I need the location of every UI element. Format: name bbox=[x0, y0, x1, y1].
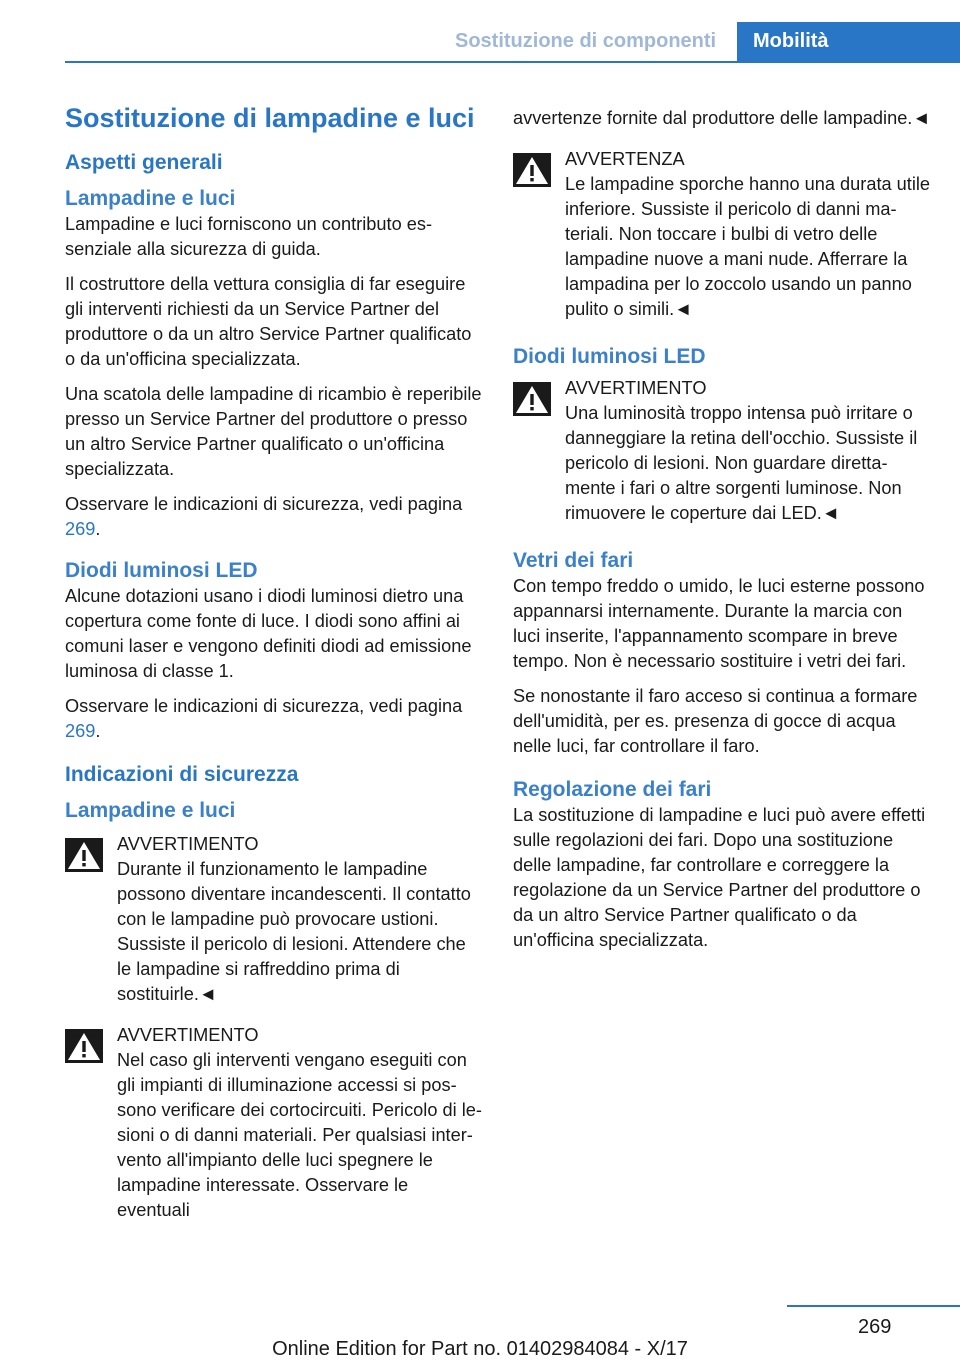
warning-block bbox=[65, 832, 483, 1007]
paragraph: Lampadine e luci forniscono un contributo essenziale alla sicurezza di guida. bbox=[65, 214, 433, 259]
footer-edition: Online Edition for Part no. 01402984084 - X/17 bbox=[272, 1338, 688, 1360]
paragraph: Con tempo freddo o umido, le luci esterne possono appannarsi internamente. Durante la marcia con luci inserite, l'appannamento scompare in breve tempo. Non è necessario sostituire i vetri dei fari. bbox=[513, 576, 925, 671]
warning-block bbox=[513, 147, 931, 322]
paragraph-text: Osservare le indicazioni di sicurezza, vedi pagina bbox=[65, 494, 463, 514]
footer-rule bbox=[787, 1305, 960, 1307]
header-chapter-tab[interactable]: Mobilità bbox=[737, 22, 960, 62]
warning-title: AVVERTIMENTO bbox=[565, 378, 707, 398]
warning-title: AVVERTIMENTO bbox=[117, 1025, 259, 1045]
warning-triangle-icon bbox=[513, 153, 551, 187]
warning-text: Una luminosità troppo intensa può irritare o danneggiare la retina dell'occhio. Sussiste il pericolo di lesioni. Non guardare direttamente i fari o altre sorgenti luminose. Non rimuovere le coperture dai LED.◄ bbox=[565, 403, 918, 523]
paragraph-end: . bbox=[95, 519, 101, 539]
heading-regolazione-fari: Regolazione dei fari bbox=[513, 778, 712, 801]
heading-aspetti-generali: Aspetti generali bbox=[65, 151, 223, 174]
warning-text: Le lampadine sporche hanno una durata utile inferiore. Sussiste il pericolo di danni materiali. Non toccare i bulbi di vetro delle lampadine nuove a mani nude. Afferrare la lampadina per lo zoccolo usando un panno pulito o simili.◄ bbox=[565, 174, 931, 319]
heading-lampadine-luci-2: Lampadine e luci bbox=[65, 799, 236, 822]
right-column bbox=[513, 102, 931, 963]
paragraph: Alcune dotazioni usano i diodi luminosi dietro una copertura come fonte di luce. I diodi sono affini ai comuni laser e vengono definiti diodi ad emissione luminosa di classe 1. bbox=[65, 586, 472, 681]
page-number: 269 bbox=[858, 1316, 892, 1338]
page-link[interactable]: 269 bbox=[65, 519, 96, 539]
warning-text: Nel caso gli interventi vengano eseguiti con gli impianti di illuminazione accessi si possono verificare dei cortocircuiti. Pericolo di lesioni o di danni materiali. Per qualsiasi intervento all'impianto delle luci spegnere le lampadine interessate. Osservare le eventuali bbox=[117, 1050, 482, 1220]
warning-triangle-icon bbox=[513, 382, 551, 416]
warning-block bbox=[65, 1023, 483, 1223]
heading-indicazioni-sicurezza: Indicazioni di sicurezza bbox=[65, 763, 299, 786]
warning-triangle-icon bbox=[65, 1029, 103, 1063]
warning-block bbox=[513, 376, 931, 526]
paragraph: Il costruttore della vettura consiglia di far eseguire gli interventi richiesti da un Service Partner del produttore o da un altro Service Partner qualificato o da un'officina specializzata. bbox=[65, 274, 472, 369]
paragraph bbox=[65, 694, 483, 744]
warning-text: Durante il funzionamento le lampadine possono diventare incandescenti. Il contatto con le lampadine può provocare ustioni. Sussiste il pericolo di lesioni. Attendere che le lampadine si raffreddino prima di sostituirle.◄ bbox=[117, 859, 471, 1004]
heading-diodi-led: Diodi luminosi LED bbox=[513, 345, 706, 368]
paragraph: La sostituzione di lampadine e luci può avere effetti sulle regolazioni dei fari. Dopo una sostituzione delle lampadine, far controllare e correggere la regolazione da un Service Partner del produttore o da un altro Service Partner qualificato o da un'officina specializzata. bbox=[513, 805, 926, 950]
heading-lampadine-luci: Lampadine e luci bbox=[65, 187, 236, 210]
paragraph: avvertenze fornite dal produttore delle lampadine.◄ bbox=[513, 108, 931, 128]
warning-title: AVVERTIMENTO bbox=[117, 834, 259, 854]
header-rule bbox=[65, 61, 960, 63]
left-column bbox=[65, 102, 483, 1233]
warning-triangle-icon bbox=[65, 838, 103, 872]
paragraph-text: Osservare le indicazioni di sicurezza, vedi pagina bbox=[65, 696, 463, 716]
paragraph: Una scatola delle lampadine di ricambio è reperibile presso un Service Partner del produttore o presso un altro Service Partner qualificato o un'officina specializzata. bbox=[65, 384, 482, 479]
paragraph-end: . bbox=[95, 721, 101, 741]
page-title: Sostituzione di lampadine e luci bbox=[65, 103, 475, 133]
header-section-title: Sostituzione di componenti bbox=[455, 30, 717, 52]
warning-title: AVVERTENZA bbox=[565, 149, 685, 169]
page-link[interactable]: 269 bbox=[65, 721, 96, 741]
paragraph bbox=[65, 492, 483, 542]
paragraph: Se nonostante il faro acceso si continua a formare dell'umidità, per es. presenza di gocce di acqua nelle luci, far controllare il faro. bbox=[513, 686, 918, 756]
heading-diodi-led: Diodi luminosi LED bbox=[65, 559, 258, 582]
heading-vetri-fari: Vetri dei fari bbox=[513, 549, 634, 572]
